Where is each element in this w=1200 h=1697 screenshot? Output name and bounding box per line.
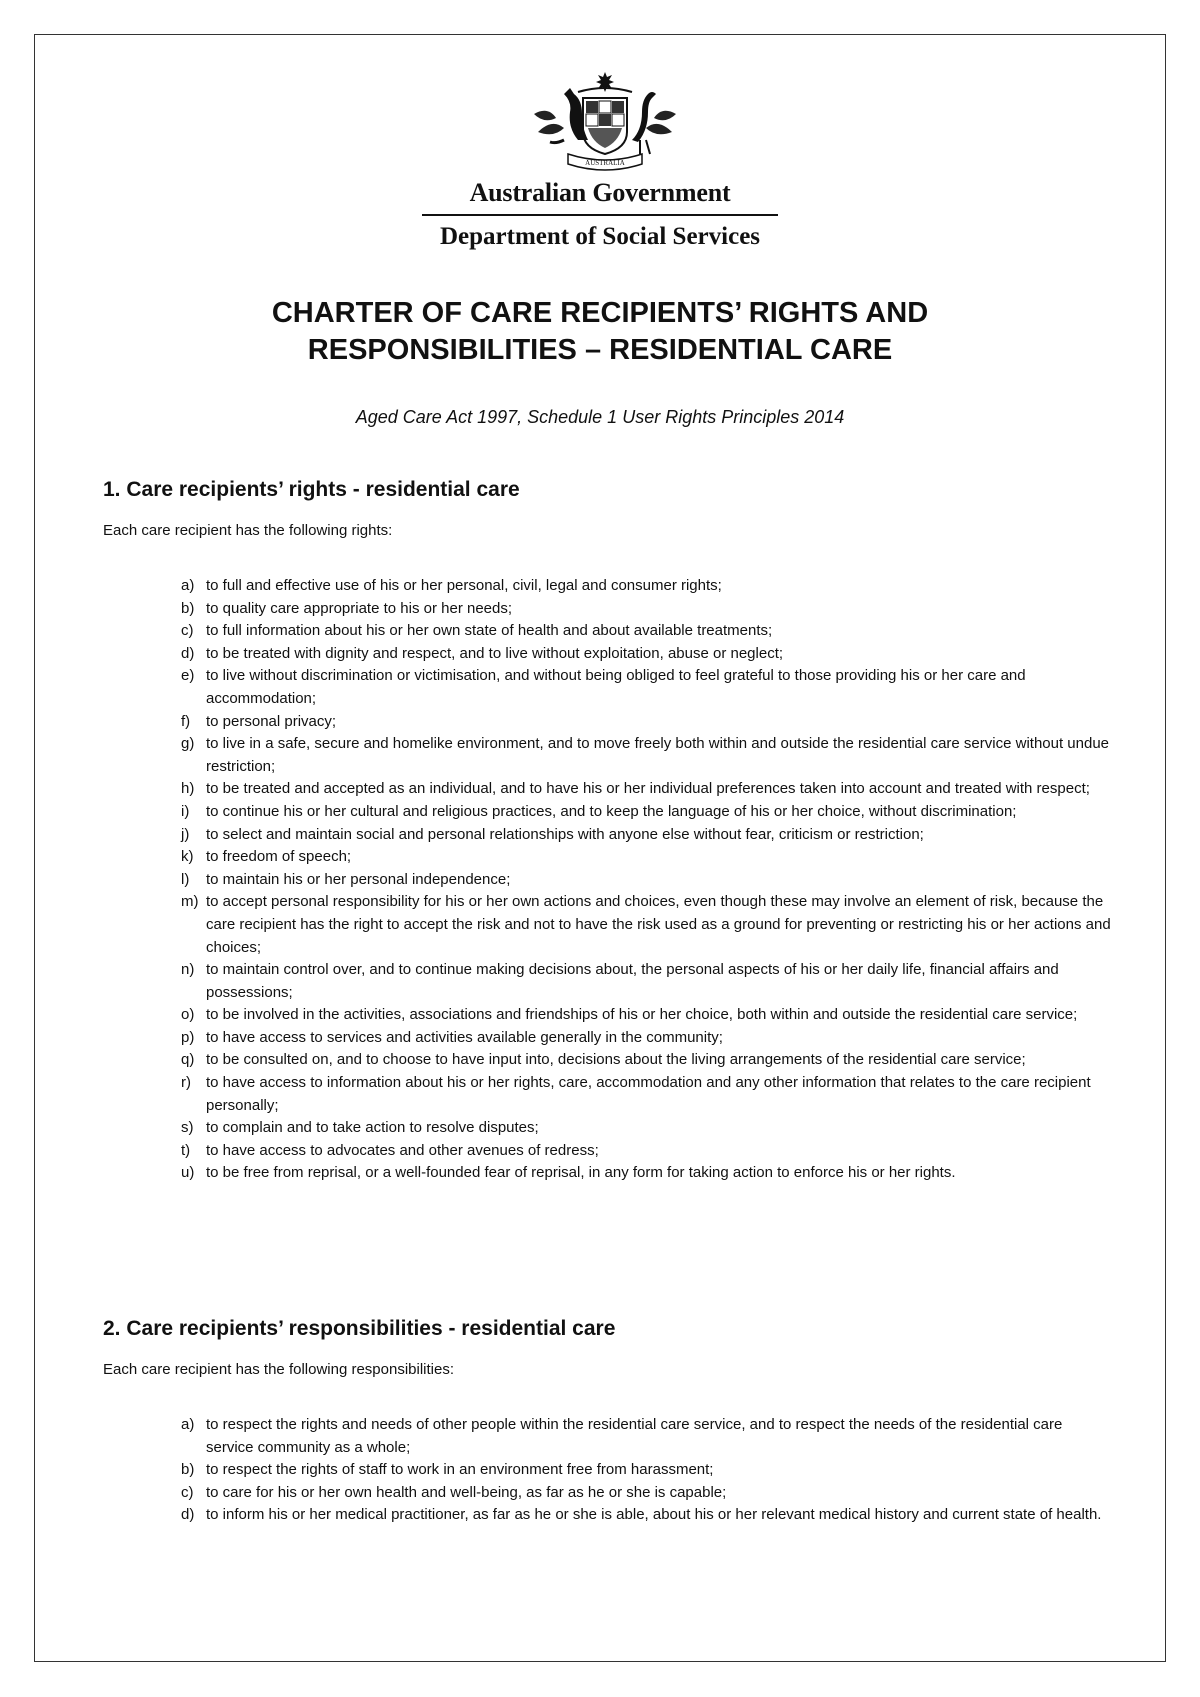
list-item-text: to accept personal responsibility for his or her own actions and choices, even though these may involve an element of risk, because the care recipient has the right to accept the risk and not to have the risk used as a ground for preventing or restricting his or her actions and choices; bbox=[206, 893, 1111, 956]
document-title bbox=[100, 295, 1100, 369]
list-item-text: to select and maintain social and personal relationships with anyone else without fear, criticism or restriction; bbox=[206, 825, 924, 843]
list-item-text: to live in a safe, secure and homelike environment, and to move freely both within and outside the residential care service without undue restriction; bbox=[206, 735, 1110, 775]
list-marker: s) bbox=[181, 1119, 194, 1137]
list-marker: d) bbox=[181, 1506, 195, 1524]
list-item bbox=[181, 643, 1111, 666]
section-1-intro: Each care recipient has the following rights: bbox=[103, 522, 393, 539]
list-marker: u) bbox=[181, 1164, 195, 1182]
list-marker: n) bbox=[181, 961, 195, 979]
government-name: Australian Government bbox=[469, 178, 731, 207]
list-marker: a) bbox=[181, 577, 195, 594]
list-item bbox=[181, 824, 1111, 847]
list-item-text: to respect the rights and needs of other people within the residential care service, and to respect the needs of the residential care service community as a whole; bbox=[206, 1416, 1063, 1456]
list-item-text: to personal privacy; bbox=[206, 712, 337, 730]
list-item bbox=[181, 1140, 1111, 1163]
list-item-text: to have access to advocates and other avenues of redress; bbox=[206, 1141, 599, 1159]
title-line-2: RESPONSIBILITIES – RESIDENTIAL CARE bbox=[307, 334, 893, 366]
government-branding bbox=[420, 178, 780, 252]
title-line-1: CHARTER OF CARE RECIPIENTS’ RIGHTS AND bbox=[271, 297, 929, 329]
list-item bbox=[181, 801, 1111, 824]
list-marker: h) bbox=[181, 780, 195, 798]
list-item bbox=[181, 1049, 1111, 1072]
crest-banner-text: AUSTRALIA bbox=[585, 159, 625, 167]
list-item bbox=[181, 1504, 1111, 1527]
list-item-text: to inform his or her medical practitioner, as far as he or she is able, about his or her relevant medical history and current state of health. bbox=[206, 1506, 1102, 1524]
list-item-text: to quality care appropriate to his or her needs; bbox=[206, 599, 513, 617]
list-item bbox=[181, 733, 1111, 778]
list-item-text: to be treated and accepted as an individual, and to have his or her individual preferences taken into account and treated with respect; bbox=[206, 780, 1090, 798]
section-2-heading: 2. Care recipients’ responsibilities - residential care bbox=[103, 1317, 616, 1340]
list-marker: c) bbox=[181, 1483, 194, 1501]
list-item bbox=[181, 959, 1111, 1004]
list-item-text: to respect the rights of staff to work in an environment free from harassment; bbox=[206, 1461, 714, 1479]
department-name: Department of Social Services bbox=[439, 223, 761, 250]
list-item bbox=[181, 1482, 1111, 1505]
list-item bbox=[181, 1162, 1111, 1185]
document-subtitle: Aged Care Act 1997, Schedule 1 User Rights Principles 2014 bbox=[355, 407, 845, 427]
list-item bbox=[181, 575, 1111, 598]
list-marker: k) bbox=[181, 848, 194, 866]
list-item-text: to maintain control over, and to continue making decisions about, the personal aspects of his or her daily life, financial affairs and possessions; bbox=[206, 961, 1059, 1001]
list-item bbox=[181, 1459, 1111, 1482]
list-item bbox=[181, 1027, 1111, 1050]
list-item-text: to have access to services and activities available generally in the community; bbox=[206, 1028, 723, 1046]
list-item bbox=[181, 665, 1111, 710]
section-1-heading: 1. Care recipients’ rights - residential care bbox=[103, 478, 520, 501]
branding-divider bbox=[422, 214, 778, 216]
list-item bbox=[181, 620, 1111, 643]
list-item bbox=[181, 1072, 1111, 1117]
list-item-text: to care for his or her own health and well-being, as far as he or she is capable; bbox=[206, 1483, 727, 1501]
list-marker: i) bbox=[181, 802, 190, 820]
coat-of-arms-icon bbox=[528, 70, 682, 172]
list-marker: j) bbox=[181, 825, 190, 843]
list-item-text: to have access to information about his or her rights, care, accommodation and any other information that relates to the care recipient personally; bbox=[206, 1074, 1091, 1114]
list-item-text: to be free from reprisal, or a well-founded fear of reprisal, in any form for taking action to enforce his or her rights. bbox=[206, 1164, 956, 1182]
list-marker: b) bbox=[181, 599, 195, 617]
list-item-text: to continue his or her cultural and religious practices, and to keep the language of his or her choice, without discrimination; bbox=[206, 802, 1017, 820]
list-item-text: to complain and to take action to resolve disputes; bbox=[206, 1119, 539, 1137]
list-marker: q) bbox=[181, 1051, 195, 1069]
list-item bbox=[181, 598, 1111, 621]
list-marker: a) bbox=[181, 1416, 195, 1433]
responsibilities-list bbox=[181, 1414, 1111, 1527]
list-marker: t) bbox=[181, 1141, 191, 1159]
list-item bbox=[181, 846, 1111, 869]
list-item-text: to maintain his or her personal independence; bbox=[206, 870, 511, 888]
list-marker: p) bbox=[181, 1028, 195, 1046]
list-marker: c) bbox=[181, 622, 194, 640]
list-item-text: to be treated with dignity and respect, and to live without exploitation, abuse or neglect; bbox=[206, 644, 784, 662]
list-marker: b) bbox=[181, 1461, 195, 1479]
list-item bbox=[181, 1004, 1111, 1027]
list-item-text: to full and effective use of his or her personal, civil, legal and consumer rights; bbox=[206, 577, 722, 594]
list-item bbox=[181, 1117, 1111, 1140]
list-marker: o) bbox=[181, 1006, 195, 1024]
list-item bbox=[181, 1414, 1111, 1459]
list-item bbox=[181, 778, 1111, 801]
list-item-text: to be involved in the activities, associations and friendships of his or her choice, both within and outside the residential care service; bbox=[206, 1006, 1078, 1024]
list-marker: r) bbox=[181, 1074, 191, 1092]
list-marker: d) bbox=[181, 644, 195, 662]
list-item bbox=[181, 891, 1111, 959]
list-marker: g) bbox=[181, 735, 195, 753]
list-marker: e) bbox=[181, 667, 195, 685]
list-marker: l) bbox=[181, 870, 190, 888]
list-marker: m) bbox=[181, 893, 199, 911]
section-2-intro: Each care recipient has the following responsibilities: bbox=[103, 1361, 455, 1378]
list-item-text: to freedom of speech; bbox=[206, 848, 352, 866]
list-item-text: to full information about his or her own state of health and about available treatments; bbox=[206, 622, 773, 640]
list-item bbox=[181, 869, 1111, 892]
rights-list bbox=[181, 575, 1111, 1185]
list-item-text: to live without discrimination or victimisation, and without being obliged to feel grateful to those providing his or her care and accommodation; bbox=[206, 667, 1026, 707]
list-item-text: to be consulted on, and to choose to have input into, decisions about the living arrangements of the residential care service; bbox=[206, 1051, 1026, 1069]
list-marker: f) bbox=[181, 712, 191, 730]
list-item bbox=[181, 711, 1111, 734]
